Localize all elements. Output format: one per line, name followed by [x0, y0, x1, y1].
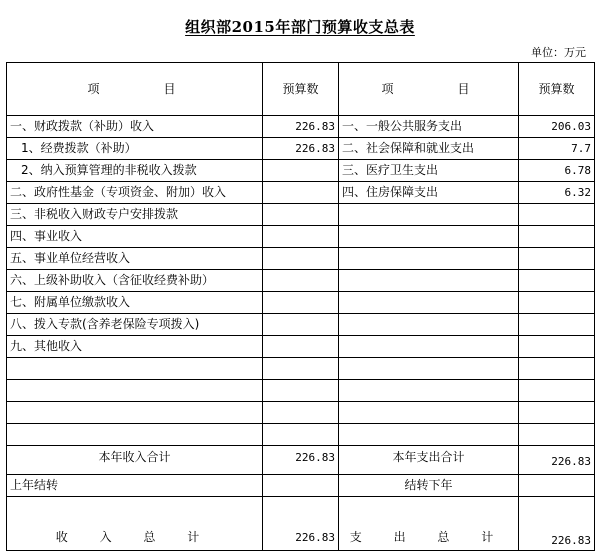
table-row [7, 380, 595, 402]
expense-item-cell [339, 270, 519, 292]
income-item-cell: 四、事业收入 [7, 226, 263, 248]
table-row [7, 116, 595, 138]
income-amount-cell [263, 424, 339, 446]
income-amount-cell: 226.83 [263, 116, 339, 138]
expense-item-cell [339, 402, 519, 424]
expense-amount-cell: 206.03 [519, 116, 595, 138]
table-row [7, 226, 595, 248]
income-amount-cell [263, 182, 339, 204]
expense-item-cell [339, 248, 519, 270]
table-row [7, 358, 595, 380]
expense-amount-cell [519, 336, 595, 358]
expense-item-cell: 二、社会保障和就业支出 [339, 138, 519, 160]
income-item-header: 项 目 [7, 63, 263, 116]
expense-item-cell [339, 204, 519, 226]
income-item-cell [7, 358, 263, 380]
expense-amount-cell [519, 270, 595, 292]
table-title: 组织部2015年部门预算收支总表 [185, 18, 415, 36]
table-row [7, 204, 595, 226]
expense-amount-cell [519, 248, 595, 270]
expense-item-cell [339, 358, 519, 380]
expense-amount-header: 预算数 [519, 63, 595, 116]
unit-label: 单位：万元 [531, 46, 586, 59]
budget-table [6, 62, 595, 551]
expense-item-cell: 三、医疗卫生支出 [339, 160, 519, 182]
carry-out-label: 结转下年 [339, 475, 519, 497]
grand-expense-value: 226.83 [519, 497, 595, 551]
expense-item-cell: 一、一般公共服务支出 [339, 116, 519, 138]
income-total-value: 226.83 [263, 446, 339, 475]
carry-row [7, 475, 595, 497]
income-amount-cell [263, 402, 339, 424]
income-item-cell: 2、纳入预算管理的非税收入拨款 [7, 160, 263, 182]
carry-in-value [263, 475, 339, 497]
income-item-cell [7, 402, 263, 424]
expense-total-label: 本年支出合计 [339, 446, 519, 475]
expense-amount-cell [519, 424, 595, 446]
table-row [7, 314, 595, 336]
income-amount-cell [263, 204, 339, 226]
table-row [7, 424, 595, 446]
expense-item-cell [339, 424, 519, 446]
expense-item-cell [339, 292, 519, 314]
table-row [7, 292, 595, 314]
income-item-cell: 1、经费拨款（补助） [7, 138, 263, 160]
income-amount-cell [263, 160, 339, 182]
carry-in-label: 上年结转 [7, 475, 263, 497]
expense-item-cell [339, 226, 519, 248]
expense-amount-cell: 6.32 [519, 182, 595, 204]
expense-item-header: 项 目 [339, 63, 519, 116]
table-row [7, 270, 595, 292]
expense-amount-cell: 6.78 [519, 160, 595, 182]
grand-income-value: 226.83 [263, 497, 339, 551]
income-item-cell: 九、其他收入 [7, 336, 263, 358]
expense-amount-cell [519, 226, 595, 248]
grand-total-row [7, 497, 595, 551]
expense-amount-cell [519, 358, 595, 380]
table-row [7, 402, 595, 424]
income-total-label: 本年收入合计 [7, 446, 263, 475]
income-item-cell: 三、非税收入财政专户安排拨款 [7, 204, 263, 226]
income-amount-cell [263, 226, 339, 248]
income-item-cell: 七、附属单位缴款收入 [7, 292, 263, 314]
income-amount-cell [263, 314, 339, 336]
grand-expense-label: 支 出 总 计 [339, 497, 519, 551]
expense-amount-cell [519, 204, 595, 226]
income-amount-cell [263, 336, 339, 358]
income-item-cell: 一、财政拨款（补助）收入 [7, 116, 263, 138]
income-item-cell: 八、拨入专款(含养老保险专项拨入) [7, 314, 263, 336]
income-amount-cell [263, 380, 339, 402]
expense-total-value: 226.83 [519, 446, 595, 475]
income-item-cell: 二、政府性基金（专项资金、附加）收入 [7, 182, 263, 204]
income-amount-header: 预算数 [263, 63, 339, 116]
income-amount-cell [263, 248, 339, 270]
table-row [7, 160, 595, 182]
carry-out-value [519, 475, 595, 497]
income-amount-cell [263, 358, 339, 380]
expense-item-cell [339, 336, 519, 358]
expense-amount-cell: 7.7 [519, 138, 595, 160]
expense-item-cell [339, 314, 519, 336]
expense-amount-cell [519, 292, 595, 314]
income-item-cell [7, 380, 263, 402]
income-item-cell: 六、上级补助收入（含征收经费补助） [7, 270, 263, 292]
income-amount-cell [263, 270, 339, 292]
table-row [7, 138, 595, 160]
table-row [7, 336, 595, 358]
header-row [7, 63, 595, 116]
expense-item-cell [339, 380, 519, 402]
table-row [7, 248, 595, 270]
annual-total-row [7, 446, 595, 475]
expense-item-cell: 四、住房保障支出 [339, 182, 519, 204]
expense-amount-cell [519, 402, 595, 424]
income-amount-cell [263, 292, 339, 314]
grand-income-label: 收 入 总 计 [7, 497, 263, 551]
expense-amount-cell [519, 380, 595, 402]
table-row [7, 182, 595, 204]
income-item-cell [7, 424, 263, 446]
income-amount-cell: 226.83 [263, 138, 339, 160]
income-item-cell: 五、事业单位经营收入 [7, 248, 263, 270]
expense-amount-cell [519, 314, 595, 336]
